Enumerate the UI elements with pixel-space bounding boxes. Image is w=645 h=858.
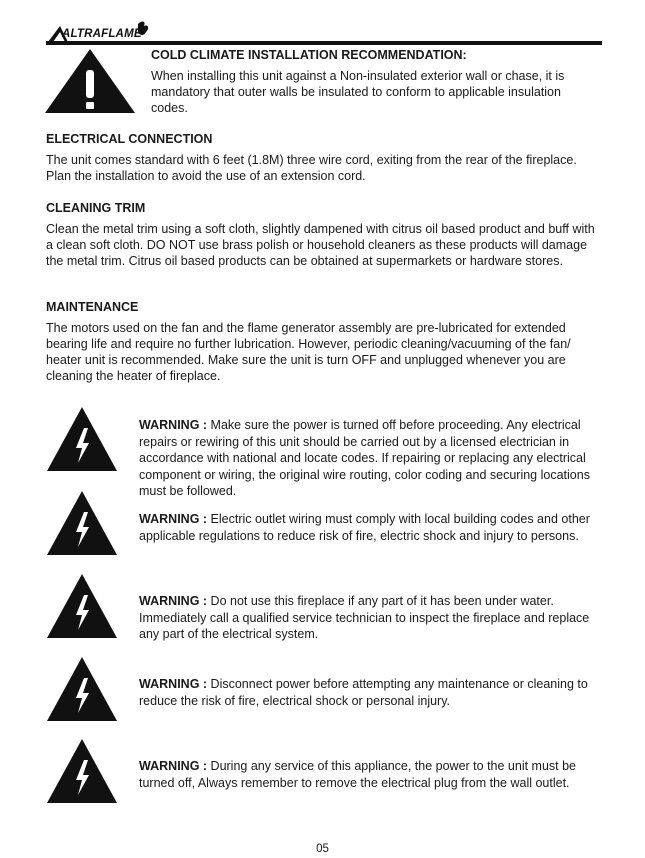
section-title-maintenance: MAINTENANCE [46,300,139,314]
page-number: 05 [316,843,329,855]
warning-body: Disconnect power before attempting any maintenance or cleaning to reduce the risk of fire, electrical shock or personal injury. [139,677,588,708]
warning-label: WARNING : [139,418,208,432]
electric-shock-warning-icon [46,656,118,722]
warning-label: WARNING : [139,594,208,608]
brand-logo-text: ALTRAFLAME [62,28,142,40]
warning-text [139,676,605,709]
warning-text [139,511,605,544]
exclamation-warning-icon [44,48,136,114]
section-title-electrical-connection: ELECTRICAL CONNECTION [46,132,213,146]
warning-label: WARNING : [139,759,208,773]
section-body-maintenance: The motors used on the fan and the flame generator assembly are pre-lubricated for extended bearing life and require no further lubrication. However, periodic cleaning/vacuuming of the fan/ heater unit is recommended. Make sure the unit is turn OFF and unplugged whenever you are cleaning the heater of fireplace. [46,321,571,383]
warning-text [139,758,605,791]
header-rule [46,41,602,45]
warning-body: Make sure the power is turned off before proceeding. Any electrical repairs or rewiring of this unit should be carried out by a licensed electrician in accordance with national and locate codes. If repairing or replacing any electrical component or wiring, the original wire routing, color coding and securing locations must be followed. [139,418,590,498]
electric-shock-warning-icon [46,573,118,639]
warning-body: Do not use this fireplace if any part of it has been under water. Immediately call a qualified service technician to inspect the fireplace and replace any part of the electrical system. [139,594,590,641]
section-body-cleaning-trim: Clean the metal trim using a soft cloth, slightly dampened with citrus oil based product and buff with a clean soft cloth. DO NOT use brass polish or household cleaners as these products will damage the metal trim. Citrus oil based products can be obtained at supermarkets or hardware stores. [46,222,595,268]
electric-shock-warning-icon [46,490,118,556]
warning-body: Electric outlet wiring must comply with local building codes and other applicable regulations to reduce risk of fire, electric shock and injury to persons. [139,512,590,543]
warning-label: WARNING : [139,677,208,691]
section-body-electrical-connection: The unit comes standard with 6 feet (1.8M) three wire cord, exiting from the rear of the fireplace. Plan the installation to avoid the use of an extension cord. [46,153,577,183]
section-title-cleaning-trim: CLEANING TRIM [46,201,146,215]
warning-label: WARNING : [139,512,208,526]
warning-body: During any service of this appliance, the power to the unit must be turned off, Always remember to remove the electrical plug from the wall outlet. [139,759,577,790]
caution-body: When installing this unit against a Non-insulated exterior wall or chase, it is mandatory that outer walls be insulated to conform to applicable insulation codes. [151,69,565,115]
electric-shock-warning-icon [46,738,118,804]
warning-text [139,593,605,643]
electric-shock-warning-icon [46,406,118,472]
warning-text [139,417,605,500]
caution-title: COLD CLIMATE INSTALLATION RECOMMENDATION: [151,48,467,62]
